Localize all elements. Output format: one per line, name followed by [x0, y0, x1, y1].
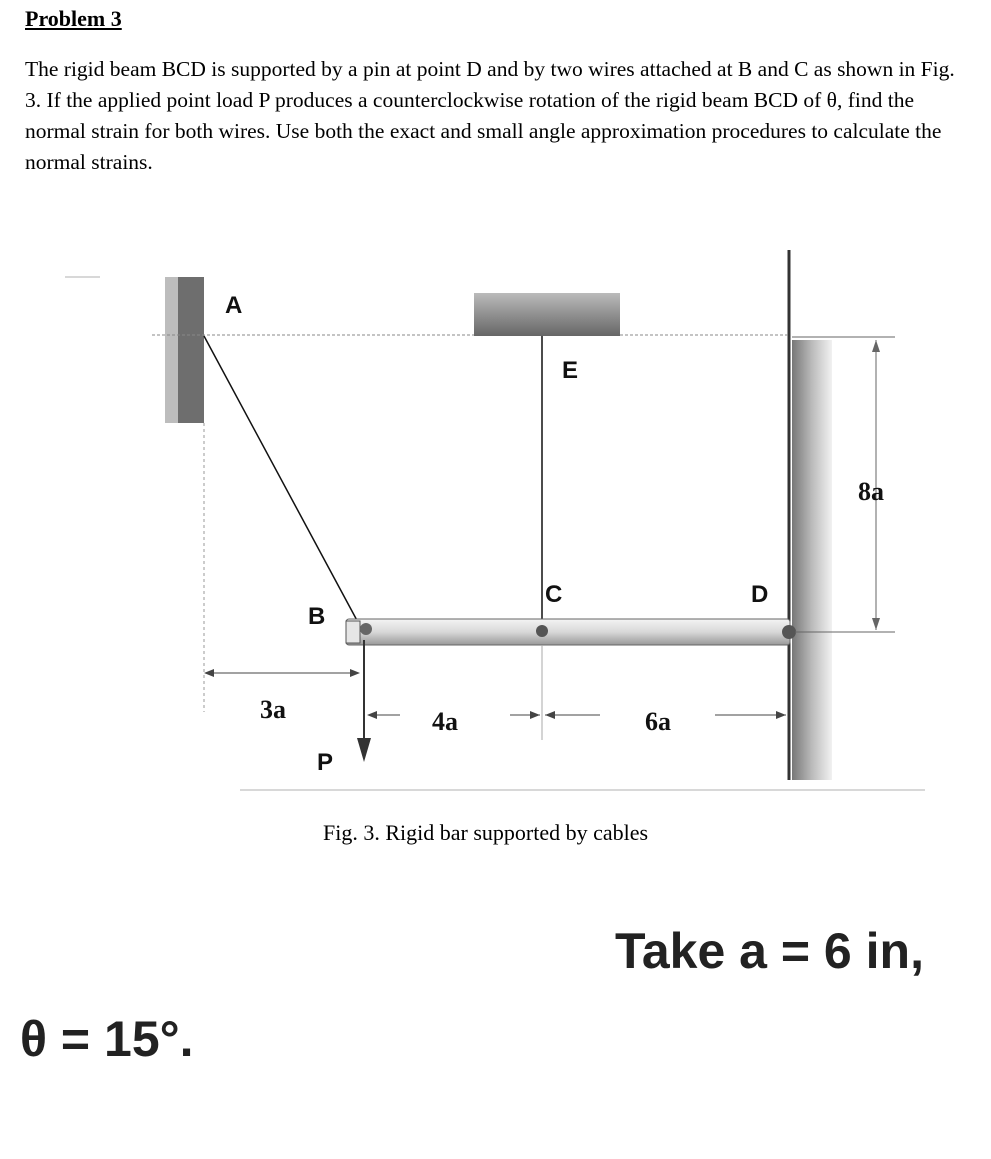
wire-ab: [204, 336, 360, 626]
problem-statement: The rigid beam BCD is supported by a pin at point D and by two wires attached at B and C as shown in Fig. 3. If the applied point load P produces a counterclockwise rotation of the rigid beam BCD of θ, find the normal strain for both wires. Use both the exact and small angle approximation procedures to calculate the normal strains.: [25, 57, 955, 174]
label-e: E: [562, 357, 579, 384]
wall-support-a: [178, 277, 204, 423]
dim-8a-arrow-top: [872, 340, 880, 352]
dim-8a-label: 8a: [858, 477, 884, 506]
label-p: P: [317, 749, 334, 776]
label-d: D: [751, 581, 769, 608]
figure-caption: Fig. 3. Rigid bar supported by cables: [323, 820, 649, 845]
dim-4a-arrow-left: [367, 711, 377, 719]
dim-4a-label: 4a: [432, 707, 458, 736]
load-p-arrowhead: [357, 738, 371, 762]
joint-b: [360, 623, 372, 635]
wall-support-a-shade: [165, 277, 178, 423]
given-a-value: Take a = 6 in,: [615, 923, 924, 979]
dim-6a-arrow-left: [545, 711, 555, 719]
given-theta-value: θ = 15°.: [20, 1011, 194, 1067]
dim-3a-arrow-left: [204, 669, 214, 677]
dim-6a-label: 6a: [645, 707, 671, 736]
wall-support-d-shade: [792, 340, 832, 780]
label-a: A: [225, 292, 243, 319]
pin-d: [782, 625, 796, 639]
label-c: C: [545, 581, 563, 608]
dim-3a-label: 3a: [260, 695, 286, 724]
dim-6a-arrow-right: [776, 711, 786, 719]
ceiling-support-e: [474, 293, 620, 336]
rigid-beam-bcd: [346, 619, 790, 645]
beam-end-b: [346, 621, 360, 643]
label-b: B: [308, 603, 326, 630]
dim-3a-arrow-right: [350, 669, 360, 677]
dim-4a-arrow-right: [530, 711, 540, 719]
problem-title: Problem 3: [25, 6, 122, 31]
joint-c: [536, 625, 548, 637]
dim-8a-arrow-bottom: [872, 618, 880, 630]
